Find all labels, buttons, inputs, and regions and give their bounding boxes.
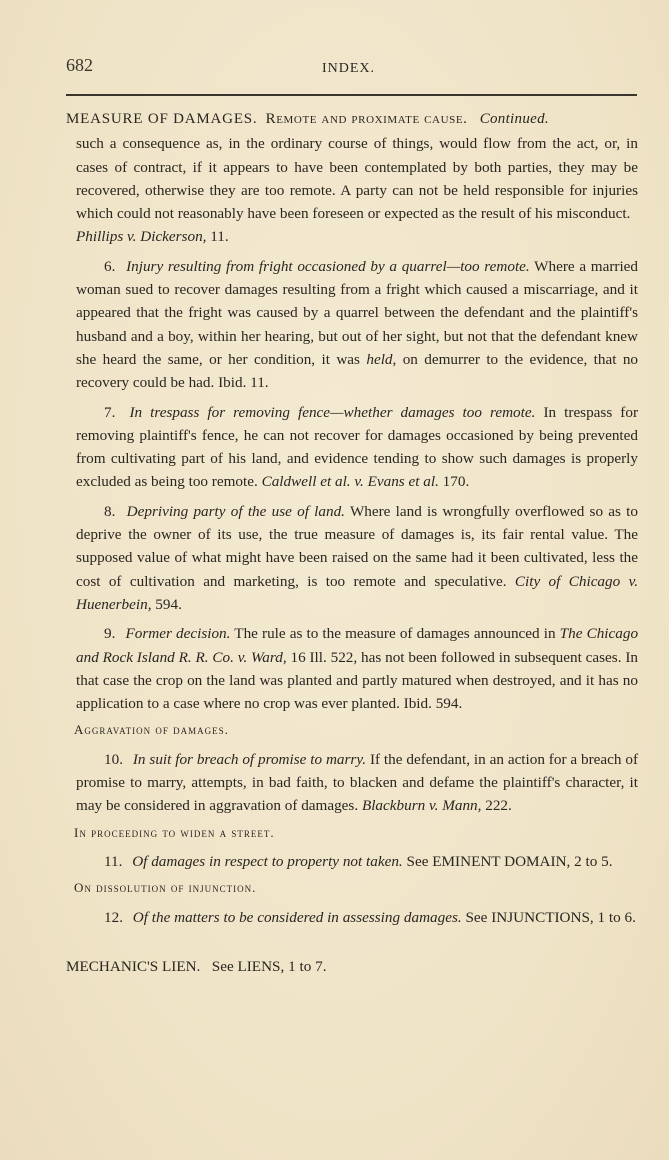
- entry-case: The Chicago and Rock Island R. R. Co. v. Ward,: [76, 625, 639, 666]
- index-entry-8: [76, 500, 638, 616]
- final-entry: [56, 955, 638, 978]
- index-entry-10: [76, 748, 638, 818]
- entry-text-2: , on demurrer to the evidence, that no recovery could be had. Ibid. 11.: [76, 350, 639, 392]
- entry-citation: Caldwell et al. v. Evans et al.: [261, 473, 439, 491]
- entry-held: held: [366, 350, 393, 368]
- entry-number: 9.: [104, 625, 116, 643]
- aggravation-heading: Aggravation of damages.: [74, 722, 229, 738]
- entry-citation-page: 594.: [155, 595, 182, 613]
- entry-citation-page: 170.: [442, 473, 470, 491]
- header-rule: [66, 94, 637, 96]
- entry-number: 10.: [104, 750, 123, 768]
- entry-number: 8.: [104, 502, 116, 520]
- index-content: [66, 108, 638, 978]
- widen-street-heading: In proceeding to widen a street.: [74, 824, 275, 840]
- entry-citation-page: 222.: [485, 797, 512, 815]
- entry-number: 7.: [104, 403, 116, 421]
- entry-text: See EMINENT DOMAIN, 2 to 5.: [406, 852, 613, 870]
- section-title: MEASURE OF DAMAGES.: [66, 111, 258, 127]
- index-entry-9: [76, 622, 638, 715]
- running-title: INDEX.: [322, 61, 376, 76]
- continued-label: Continued.: [479, 111, 549, 127]
- entry-number: 12.: [104, 908, 123, 926]
- entry-citation: City of Chicago v. Huenerbein,: [76, 572, 638, 613]
- entry-text: Where land is wrongfully overflowed so as to deprive the owner of its use, the true measure of damages is, its fair rental value. The supposed value of what might have been raised on the same had it been cultivated, less the cost of cultivation and marketing, is too remote and speculative.: [76, 502, 638, 590]
- entry-title: In suit for breach of promise to marry.: [132, 750, 367, 768]
- intro-paragraph: [66, 132, 638, 248]
- index-entry-11: [76, 850, 638, 873]
- entry-title: Of the matters to be considered in assessing damages.: [132, 908, 462, 926]
- final-entry-text: See LIENS, 1 to 7.: [211, 957, 327, 975]
- entry-title: Former decision.: [125, 625, 231, 643]
- index-entry-6: [76, 255, 638, 395]
- entry-text: Where a married woman sued to recover damages resulting from a fright which caused a miscarriage, and it appeared that the fright was caused by a quarrel between the defendant and the plaintiff's husband and a boy, within her hearing, but out of her sight, but not that the defendant knew she heard the same, or her condition, it was: [76, 257, 638, 368]
- intro-text: such a consequence as, in the ordinary course of things, would flow from the act, or, in cases of contract, if it appears to have been contemplated by both parties, they may be recovered, otherwise they are too remote. A party can not be held responsible for injuries which could not reasonably have been foreseen or expected as the result of his misconduct.: [76, 135, 638, 223]
- entry-text: In trespass for removing plaintiff's fence, he can not recover for damages occasioned by being prevented from cultivating part of his land, and evidence tending to show such damages is properly excluded as being too remote.: [76, 403, 638, 491]
- intro-citation: Phillips v. Dickerson,: [76, 228, 207, 246]
- intro-citation-page: 11.: [210, 228, 229, 246]
- entry-title: In trespass for removing fence—whether damages too remote.: [129, 403, 536, 421]
- entry-title: Injury resulting from fright occasioned by a quarrel—too remote.: [126, 257, 530, 275]
- page-header: [66, 55, 637, 79]
- injunction-heading: On dissolution of injunction.: [74, 880, 257, 896]
- entry-title: Of damages in respect to property not taken.: [132, 852, 403, 870]
- entry-title: Depriving party of the use of land.: [126, 502, 345, 520]
- entry-number: 6.: [104, 257, 116, 275]
- index-entry-12: [76, 906, 638, 929]
- section-subtitle: Remote and proximate cause.: [265, 111, 468, 127]
- entry-text: See INJUNCTIONS, 1 to 6.: [465, 908, 636, 926]
- page-number: 682: [66, 55, 93, 75]
- entry-citation: Blackburn v. Mann,: [361, 797, 482, 815]
- entry-text: If the defendant, in an action for a breach of promise to marry, attempts, in bad faith, to blacken and defame the plaintiff's character, it may be considered in aggravation of damages.: [76, 750, 639, 815]
- section-heading: [66, 108, 638, 131]
- entry-text-a: The rule as to the measure of damages announced in: [234, 625, 556, 643]
- entry-text-b: 16 Ill. 522, has not been followed in subsequent cases. In that case the crop on the land was planted and partly matured when destroyed, and it has no application to a case where no crop was ever planted. Ibid. 594.: [76, 648, 638, 713]
- final-entry-title: MECHANIC'S LIEN.: [66, 957, 201, 975]
- index-entry-7: [76, 401, 638, 494]
- entry-number: 11.: [104, 852, 123, 870]
